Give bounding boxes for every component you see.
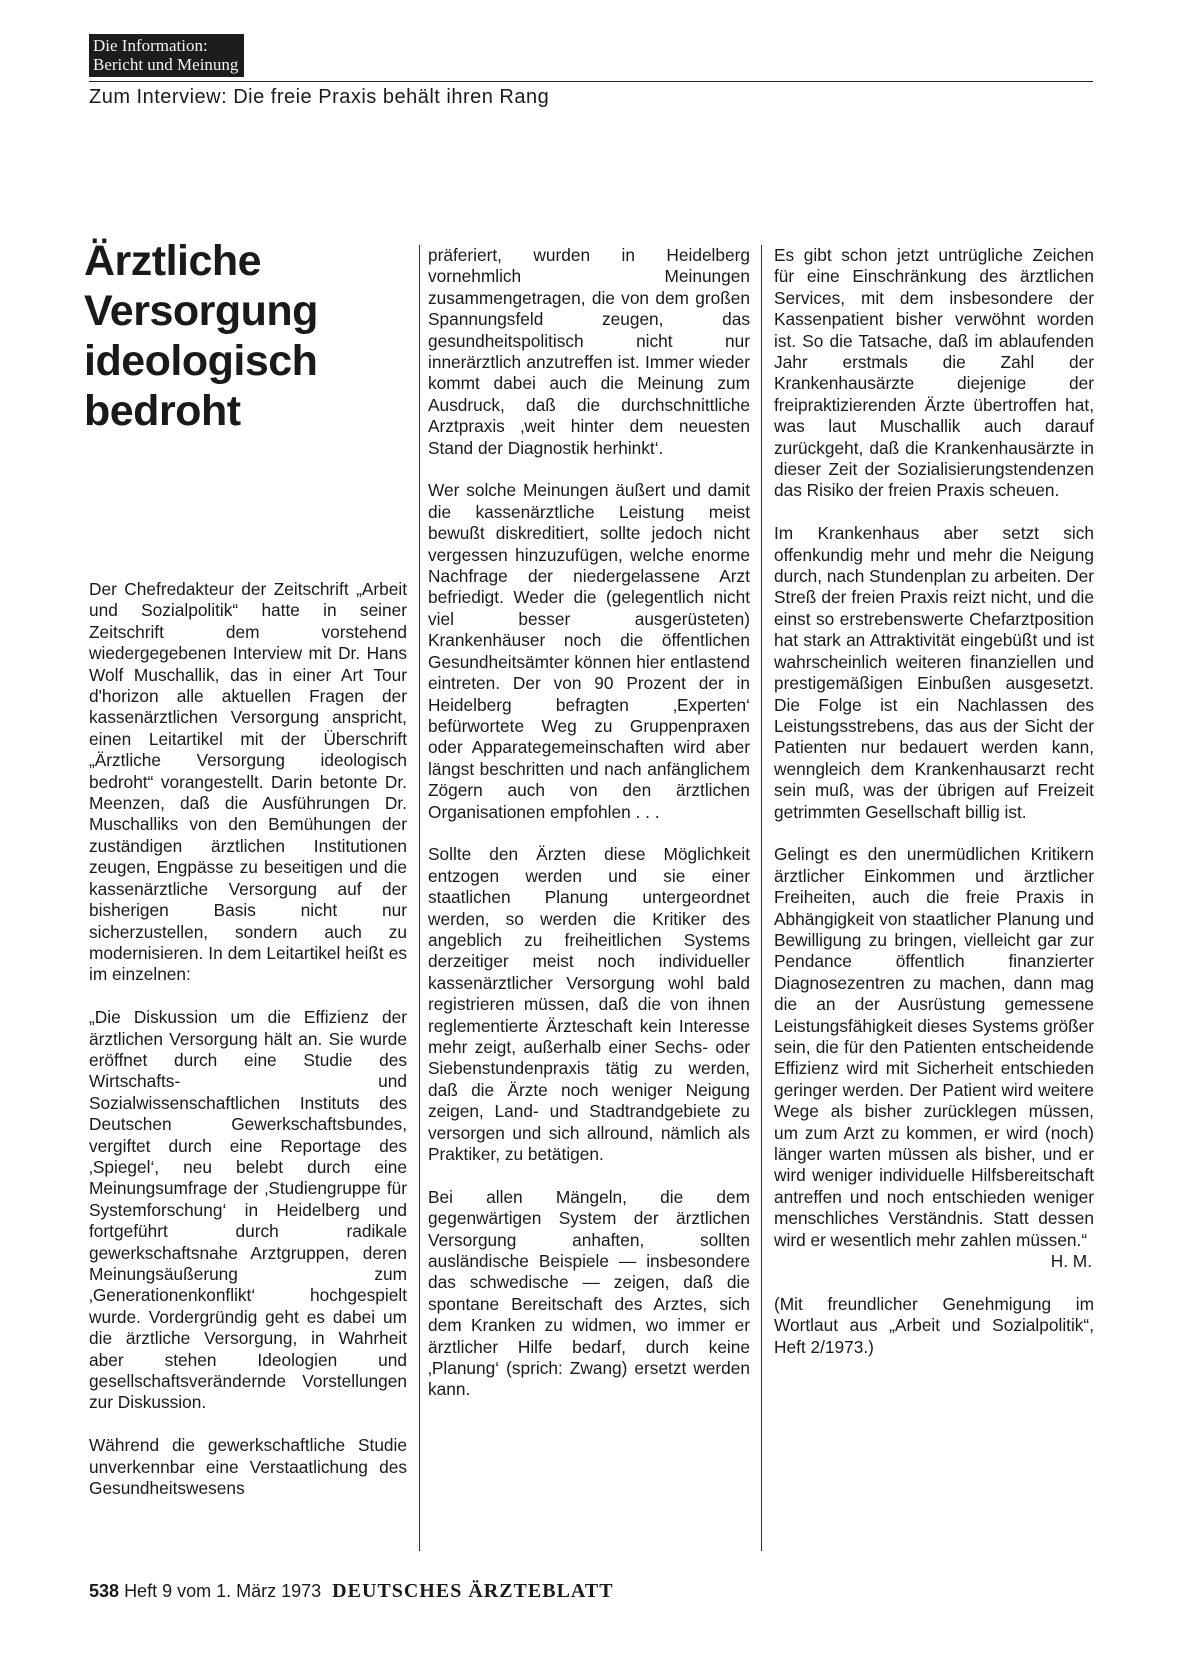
section-badge-line2: Bericht und Meinung: [93, 55, 239, 74]
column-divider-1: [419, 245, 420, 1551]
paragraph: Sollte den Ärzten diese Möglichkeit entzogen werden und sie einer staatlichen Planung untergeordnet werden, so werden die Kritiker des angeblich zu freiheitlichen Systems derzeitiger meist noch individueller kassenärztlicher Versorgung wohl bald registrieren müssen, daß die von ihnen reglementierte Ärzteschaft kein Interesse mehr zeigt, außerhalb einer Sechs- oder Siebenstundenpraxis tätig zu werden, daß die Ärzte noch weniger Neigung zeigen, Land- und Stadtrandgebiete zu versorgen und sich allround, nämlich als Praktiker, zu betätigen.: [428, 844, 750, 1165]
page-number: 538: [89, 1581, 120, 1601]
issue-info: Heft 9 vom 1. März 1973: [124, 1581, 322, 1601]
article-column-1: [89, 579, 407, 1521]
reprint-note: (Mit freundlicher Genehmigung im Wortlaut aus „Arbeit und Sozialpolitik“, Heft 2/1973.): [774, 1293, 1094, 1357]
paragraph: Der Chefredakteur der Zeitschrift „Arbeit und Sozialpolitik“ hatte in seiner Zeitschrift dem vorstehend wiedergegebenen Interview mit Dr. Hans Wolf Muschallik, das in einer Art Tour d'horizon alle aktuellen Fragen der kassenärztlichen Versorgung anspricht, einen Leitartikel mit der Überschrift „Ärztliche Versorgung ideologisch bedroht“ vorangestellt. Darin betonte Dr. Meenzen, daß die Ausführungen Dr. Muschalliks von den Bemühungen der zuständigen ärztlichen Institutionen zeugen, Engpässe zu beseitigen und die kassenärztliche Versorgung auf der bisherigen Basis nicht nur sicherzustellen, sondern auch zu modernisieren. In dem Leitartikel heißt es im einzelnen:: [89, 579, 407, 985]
article-column-2: [428, 245, 750, 1422]
paragraph: präferiert, wurden in Heidelberg vornehmlich Meinungen zusammengetragen, die von dem großen Spannungsfeld zeugen, das gesundheitspolitisch nicht nur innerärztlich anzutreffen ist. Immer wieder kommt dabei auch die Meinung zum Ausdruck, daß die durchschnittliche Arztpraxis ‚weit hinter dem neuesten Stand der Diagnostik herhinkt‘.: [428, 245, 750, 458]
section-badge-line1: Die Information:: [93, 36, 208, 55]
paragraph: Es gibt schon jetzt untrügliche Zeichen für eine Einschränkung des ärztlichen Services, mit dem insbesondere der Kassenpatient bisher verwöhnt worden ist. So die Tatsache, daß im ablaufenden Jahr erstmals die Zahl der Krankenhausärzte diejenige der freipraktizierenden Ärzte übertroffen hat, was laut Muschallik auch darauf zurückgeht, daß die Krankenhausärzte in dieser Zeit der Sozialisierungstendenzen das Risiko der freien Praxis scheuen.: [774, 245, 1094, 501]
header-rule: [89, 81, 1093, 82]
column-divider-2: [761, 245, 762, 1551]
masthead: DEUTSCHES ÄRZTEBLATT: [332, 1580, 614, 1602]
page-footer: [89, 1580, 614, 1603]
kicker-line: Zum Interview: Die freie Praxis behält ihren Rang: [89, 86, 550, 108]
paragraph: „Die Diskussion um die Effizienz der ärztlichen Versorgung hält an. Sie wurde eröffnet durch eine Studie des Wirtschafts- und Sozialwissenschaftlichen Instituts des Deutschen Gewerkschaftsbundes, vergiftet durch eine Reportage des ‚Spiegel‘, neu belebt durch eine Meinungsumfrage der ‚Studiengruppe für Systemforschung‘ in Heidelberg und fortgeführt durch radikale gewerkschaftsnahe Arztgruppen, deren Meinungsäußerung zum ‚Generationenkonflikt‘ hochgespielt wurde. Vordergründig geht es dabei um die ärztliche Versorgung, in Wahrheit aber stehen Ideologien und gesellschaftsverändernde Vorstellungen zur Diskussion.: [89, 1007, 407, 1413]
paragraph: Wer solche Meinungen äußert und damit die kassenärztliche Leistung meist bewußt diskreditiert, sollte jedoch nicht vergessen hinzuzufügen, welche enorme Nachfrage der niedergelassene Arzt befriedigt. Weder die (gelegentlich nicht viel besser ausgerüsteten) Krankenhäuser noch die öffentlichen Gesundheitsämter können hier entlastend eintreten. Der von 90 Prozent der in Heidelberg befragten ‚Experten‘ befürwortete Weg zu Gruppenpraxen oder Apparategemeinschaften wird aber längst beschritten und nach anfänglichem Zögern auch von den ärztlichen Organisationen empfohlen . . .: [428, 480, 750, 822]
author-signature: H. M.: [1050, 1251, 1092, 1272]
article-headline: Ärztliche Versorgung ideologisch bedroht: [84, 237, 318, 435]
paragraph: Während die gewerkschaftliche Studie unverkennbar eine Verstaatlichung des Gesundheitswesens: [89, 1435, 407, 1499]
article-column-3: [774, 245, 1094, 1379]
section-badge: [89, 34, 244, 77]
paragraph: Gelingt es den unermüdlichen Kritikern ärztlicher Einkommen und ärztlicher Freiheiten, auch die freie Praxis in Abhängigkeit von staatlicher Planung und Bewilligung zu bringen, vielleicht gar zur Pendance öffentlich finanzierter Diagnosezentren zu machen, dann mag die an der Ausrüstung gemessene Leistungsfähigkeit dieses Systems größer sein, die für den Patienten entscheidende Effizienz wird mit Sicherheit entschieden geringer werden. Der Patient wird weitere Wege als bisher zurücklegen müssen, um zum Arzt zu kommen, er wird (noch) länger warten müssen als bisher, und er wird weniger individuelle Hilfsbereitschaft antreffen und noch entschieden weniger menschliches Verständnis. Statt dessen wird er wesentlich mehr zahlen müssen.“: [774, 844, 1094, 1250]
paragraph: Bei allen Mängeln, die dem gegenwärtigen System der ärztlichen Versorgung anhaften, sollten ausländische Beispiele — insbesondere das schwedische — zeigen, daß die spontane Bereitschaft des Arztes, sich dem Kranken zu widmen, wo immer er ärztlicher Hilfe bedarf, durch keine ‚Planung‘ (sprich: Zwang) ersetzt werden kann.: [428, 1186, 750, 1400]
paragraph: Im Krankenhaus aber setzt sich offenkundig mehr und mehr die Neigung durch, nach Stundenplan zu arbeiten. Der Streß der freien Praxis reizt nicht, und die einst so erstrebenswerte Chefarztposition hat stark an Attraktivität eingebüßt und ist wahrscheinlich weiteren finanziellen und prestigemäßigen Einbußen ausgesetzt. Die Folge ist ein Nachlassen des Leistungsstrebens, das aus der Sicht der Patienten nur bedauert werden kann, wenngleich dem Krankenhausarzt recht sein muß, was der übrigen auf Freizeit getrimmten Gesellschaft billig ist.: [774, 523, 1094, 822]
